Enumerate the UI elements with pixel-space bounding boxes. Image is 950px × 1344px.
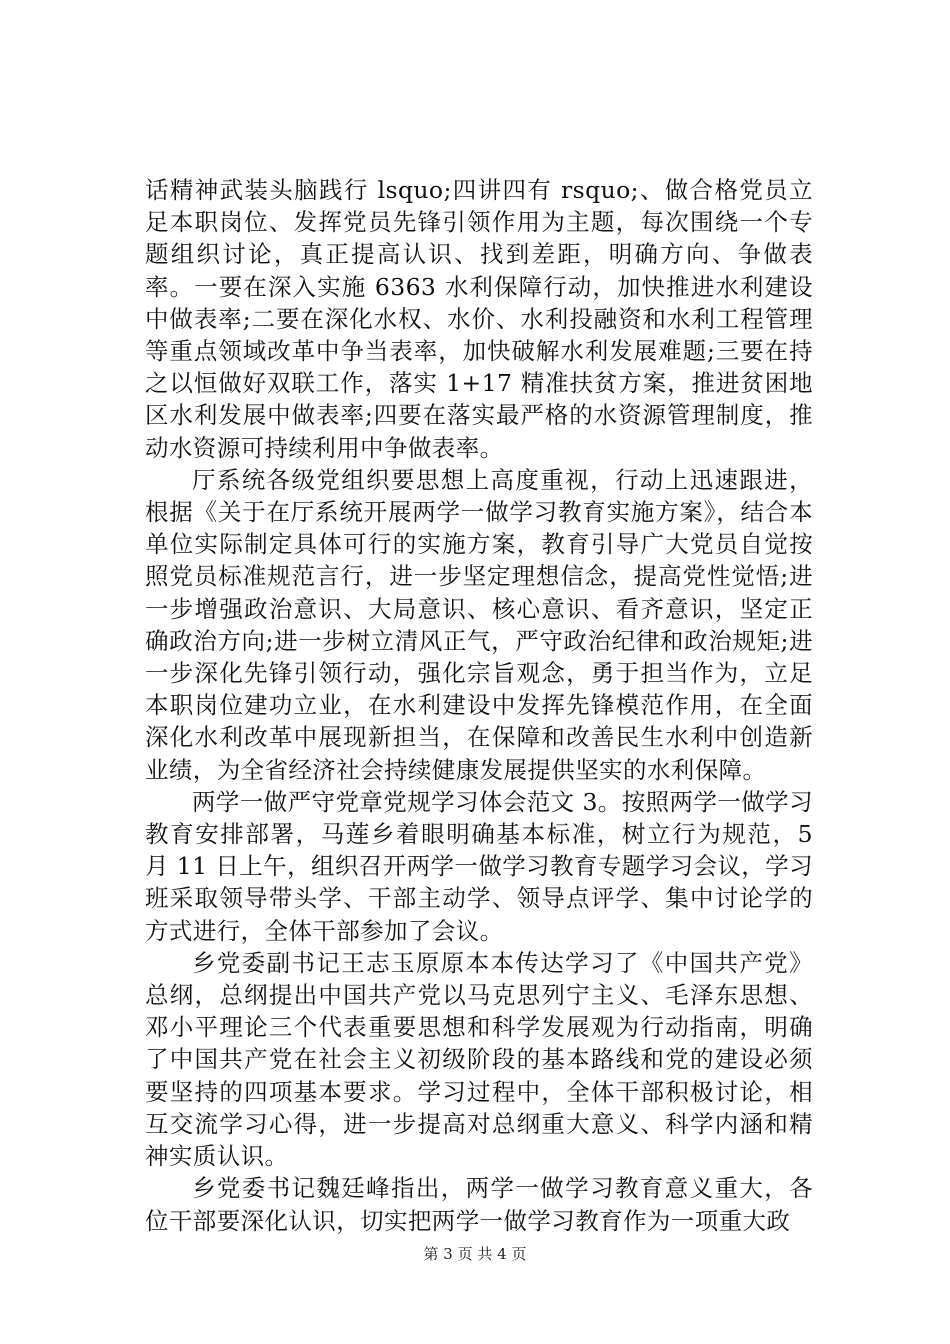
paragraph-deputy-secretary: 乡党委副书记王志玉原原本本传达学习了《中国共产党》总纲，总纲提出中国共产党以马克思列宁主义、毛泽东思想、邓小平理论三个代表重要思想和科学发展观为行动指南，明确了中国共产党在社会主义初级阶段的基本路线和党的建设必须要坚持的四项基本要求。学习过程中，全体干部积极讨论，相互交流学习心得，进一步提高对总纲重大意义、科学内涵和精神实质认识。 [145,948,813,1171]
paragraph-sample-essay-3: 两学一做严守党章党规学习体会范文 3。按照两学一做学习教育安排部署，马莲乡着眼明确基本标准，树立行为规范，5 月 11 日上午，组织召开两学一做学习教育专题学习会议，学习班采取领导带头学、干部主动学、领导点评学、集中讨论学的方式进行，全体干部参加了会议。 [145,787,813,945]
page-number-footer: 第 3 页 共 4 页 [423,1245,527,1263]
paragraph-party-secretary: 乡党委书记魏廷峰指出，两学一做学习教育意义重大，各位干部要深化认识，切实把两学一做学习教育作为一项重大政 [145,1174,813,1235]
document-body [145,174,813,1237]
paragraph-party-organizations: 厅系统各级党组织要思想上高度重视，行动上迅速跟进，根据《关于在厅系统开展两学一做学习教育实施方案》，结合本单位实际制定具体可行的实施方案，教育引导广大党员自觉按照党员标准规范言行，进一步坚定理想信念，提高党性觉悟;进一步增强政治意识、大局意识、核心意识、看齐意识，坚定正确政治方向;进一步树立清风正气，严守政治纪律和政治规矩;进一步深化先锋引领行动，强化宗旨观念，勇于担当作为，立足本职岗位建功立业，在水利建设中发挥先锋模范作用，在全面深化水利改革中展现新担当，在保障和改善民生水利中创造新业绩，为全省经济社会持续健康发展提供坚实的水利保障。 [145,465,813,784]
paragraph-continuation: 话精神武装头脑践行 lsquo;四讲四有 rsquo;、做合格党员立足本职岗位、发挥党员先锋引领作用为主题，每次围绕一个专题组织讨论，真正提高认识、找到差距，明确方向、争做表率。一要在深入实施 6363 水利保障行动，加快推进水利建设中做表率;二要在深化水权、水价、水利投融资和水利工程管理等重点领域改革中争当表率，加快破解水利发展难题;三要在持之以恒做好双联工作，落实 1+17 精准扶贫方案，推进贫困地区水利发展中做表率;四要在落实最严格的水资源管理制度，推动水资源可持续利用中争做表率。 [145,176,813,462]
